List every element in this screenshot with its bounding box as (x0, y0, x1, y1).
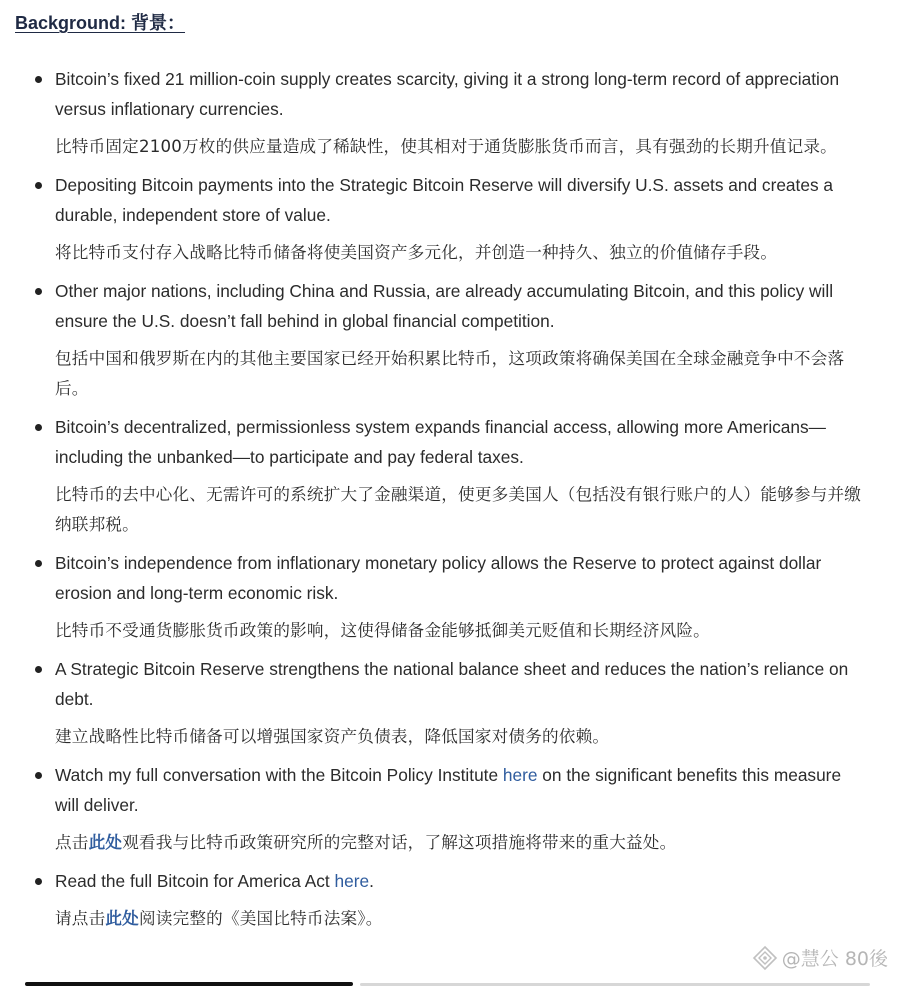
list-item (0, 276, 898, 404)
cishu-link[interactable]: 此处 (88, 833, 123, 852)
english-text: Bitcoin’s independence from inflationary monetary policy allows the Reserve to protect against dollar erosion and long-term economic risk. (55, 553, 822, 603)
english-text: Depositing Bitcoin payments into the Strategic Bitcoin Reserve will diversify U.S. assets and creates a durable, independent store of value. (55, 175, 834, 225)
bottom-divider-dark (25, 982, 353, 986)
chinese-text: 比特币不受通货膨胀货币政策的影响，这使得储备金能够抵御美元贬值和长期经济风险。 (55, 621, 710, 640)
bullet-dot (35, 182, 42, 189)
list-item (0, 412, 898, 540)
diamond-logo-icon (752, 945, 778, 971)
watermark-text: @慧公 80後 (781, 948, 888, 970)
list-item (0, 548, 898, 646)
chinese-text (55, 828, 868, 858)
list-item (0, 64, 898, 162)
text-span: Read the full Bitcoin for America Act (55, 871, 335, 891)
here-link[interactable]: here (334, 871, 370, 891)
list-item (0, 170, 898, 268)
chinese-text: 将比特币支付存入战略比特币储备将使美国资产多元化，并创造一种持久、独立的价值储存手段。 (55, 243, 778, 262)
english-text: Bitcoin’s fixed 21 million-coin supply creates scarcity, giving it a strong long-term record of appreciation versus inflationary currencies. (55, 69, 840, 119)
bullet-dot (35, 76, 42, 83)
chinese-text: 比特币固定2100万枚的供应量造成了稀缺性，使其相对于通货膨胀货币而言，具有强劲的长期升值记录。 (55, 137, 837, 156)
text-span: . (369, 871, 374, 891)
text-span: 阅读完整的《美国比特币法案》。 (138, 909, 383, 928)
list-item (0, 866, 898, 934)
english-text: A Strategic Bitcoin Reserve strengthens the national balance sheet and reduces the nation’s reliance on debt. (55, 659, 849, 709)
bullet-list (0, 64, 898, 942)
english-text (55, 866, 868, 896)
here-link[interactable]: here (502, 765, 538, 785)
bullet-dot (35, 772, 42, 779)
bullet-dot (35, 288, 42, 295)
watermark (752, 944, 888, 971)
section-heading: Background: 背景： (15, 13, 186, 33)
list-item (0, 654, 898, 752)
text-span: on the significant benefits this measure will deliver. (55, 765, 842, 815)
text-span: 点击 (55, 833, 89, 852)
bullet-dot (35, 878, 42, 885)
chinese-text: 包括中国和俄罗斯在内的其他主要国家已经开始积累比特币，这项政策将确保美国在全球金融竞争中不会落后。 (55, 349, 845, 398)
chinese-text: 建立战略性比特币储备可以增强国家资产负债表，降低国家对债务的依赖。 (55, 727, 610, 746)
list-item (0, 760, 898, 858)
chinese-text: 比特币的去中心化、无需许可的系统扩大了金融渠道，使更多美国人（包括没有银行账户的人）能够参与并缴纳联邦税。 (55, 485, 862, 534)
chinese-text (55, 904, 868, 934)
text-span: 观看我与比特币政策研究所的完整对话，了解这项措施将带来的重大益处。 (122, 833, 677, 852)
cishu-link[interactable]: 此处 (105, 909, 139, 928)
english-text: Other major nations, including China and Russia, are already accumulating Bitcoin, and this policy will ensure the U.S. doesn’t fall behind in global financial competition. (55, 281, 834, 331)
text-span: 请点击 (55, 909, 106, 928)
bullet-dot (35, 666, 42, 673)
bullet-dot (35, 560, 42, 567)
bullet-dot (35, 424, 42, 431)
text-span: Watch my full conversation with the Bitcoin Policy Institute (55, 765, 503, 785)
english-text (55, 760, 868, 820)
english-text: Bitcoin’s decentralized, permissionless system expands financial access, allowing more Americans—including the unbanked—to participate and pay federal taxes. (55, 417, 826, 467)
